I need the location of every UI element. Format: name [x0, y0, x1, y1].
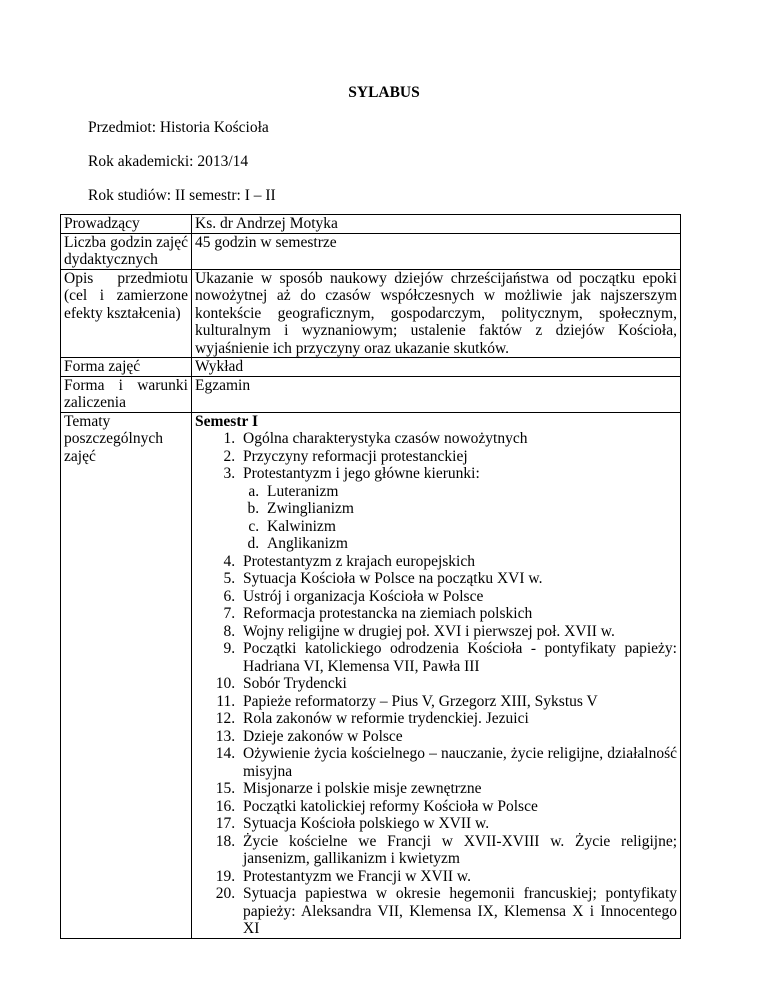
value-hours: 45 godzin w semestrze	[192, 233, 681, 269]
value-lecturer: Ks. dr Andrzej Motyka	[192, 215, 681, 234]
list-item: 13. Dzieje zakonów w Polsce	[239, 728, 677, 746]
list-item: 12. Rola zakonów w reformie trydenckiej. Jezuici	[239, 710, 677, 728]
label-form: Forma zajęć	[61, 358, 192, 377]
value-form: Wykład	[192, 358, 681, 377]
table-row-topics	[61, 412, 681, 938]
list-item: 16. Początki katolickiej reformy Kościoła w Polsce	[239, 798, 677, 816]
list-item: 1. Ogólna charakterystyka czasów nowożytnych	[239, 430, 677, 448]
topics-list	[195, 430, 677, 938]
table-row-assessment	[61, 376, 681, 412]
list-item: 18. Życie kościelne we Francji w XVII-XVIII w. Życie religijne; jansenizm, gallikanizm i kwietyzm	[239, 833, 677, 868]
sub-topics-list	[243, 483, 677, 553]
list-item: 6. Ustrój i organizacja Kościoła w Polsce	[239, 588, 677, 606]
value-topics	[192, 412, 681, 938]
table-row-description	[61, 269, 681, 358]
study-year-line: Rok studiów: II semestr: I – II	[88, 187, 276, 204]
syllabus-table	[60, 214, 681, 939]
label-lecturer: Prowadzący	[61, 215, 192, 234]
list-item: 19. Protestantyzm we Francji w XVII w.	[239, 868, 677, 886]
list-item: 9. Początki katolickiego odrodzenia Kościoła - pontyfikaty papieży: Hadriana VI, Klemensa VII, Pawła III	[239, 640, 677, 675]
table-row-hours	[61, 233, 681, 269]
list-item: 4. Protestantyzm z krajach europejskich	[239, 553, 677, 571]
list-item: 5. Sytuacja Kościoła w Polsce na początku XVI w.	[239, 570, 677, 588]
label-assessment: Forma i warunki zaliczenia	[61, 376, 192, 412]
label-topics: Tematy poszczególnych zajęć	[61, 412, 192, 938]
list-item: 10. Sobór Trydencki	[239, 675, 677, 693]
label-hours: Liczba godzin zajęć dydaktycznych	[61, 233, 192, 269]
page-title: SYLABUS	[348, 84, 420, 101]
sub-list-item: b. Zwinglianizm	[263, 500, 677, 518]
list-item: 14. Ożywienie życia kościelnego – nauczanie, życie religijne, działalność misyjna	[239, 745, 677, 780]
label-description: Opis przedmiotu (cel i zamierzone efekty kształcenia)	[61, 269, 192, 358]
list-item: 2. Przyczyny reformacji protestanckiej	[239, 448, 677, 466]
value-description: Ukazanie w sposób naukowy dziejów chrześcijaństwa od początku epoki nowożytnej aż do czasów współczesnych w możliwie jak najszerszym kontekście geograficznym, gospodarczym, politycznym, społecznym, kulturalnym i wyznaniowym; ustalenie faktów z dziejów Kościoła, wyjaśnienie ich przyczyny oraz ukazanie skutków.	[192, 269, 681, 358]
list-item: 11. Papieże reformatorzy – Pius V, Grzegorz XIII, Sykstus V	[239, 693, 677, 711]
table-row-form	[61, 358, 681, 377]
list-item: 20. Sytuacja papiestwa w okresie hegemonii francuskiej; pontyfikaty papieży: Aleksandra VII, Klemensa IX, Klemensa X i Innocentego XI	[239, 885, 677, 938]
value-assessment: Egzamin	[192, 376, 681, 412]
list-item: 7. Reformacja protestancka na ziemiach polskich	[239, 605, 677, 623]
list-item: 15. Misjonarze i polskie misje zewnętrzne	[239, 780, 677, 798]
subject-line: Przedmiot: Historia Kościoła	[88, 119, 269, 136]
sub-list-item: d. Anglikanizm	[263, 535, 677, 553]
sub-list-item: a. Luteranizm	[263, 483, 677, 501]
sub-list-item: c. Kalwinizm	[263, 518, 677, 536]
table-row-lecturer	[61, 215, 681, 234]
list-item	[239, 465, 677, 553]
list-item-label: Protestantyzm i jego główne kierunki:	[243, 465, 480, 482]
list-item: 8. Wojny religijne w drugiej poł. XVI i pierwszej poł. XVII w.	[239, 623, 677, 641]
semester-heading: Semestr I	[195, 412, 258, 430]
academic-year-line: Rok akademicki: 2013/14	[88, 153, 249, 170]
list-item: 17. Sytuacja Kościoła polskiego w XVII w.	[239, 815, 677, 833]
